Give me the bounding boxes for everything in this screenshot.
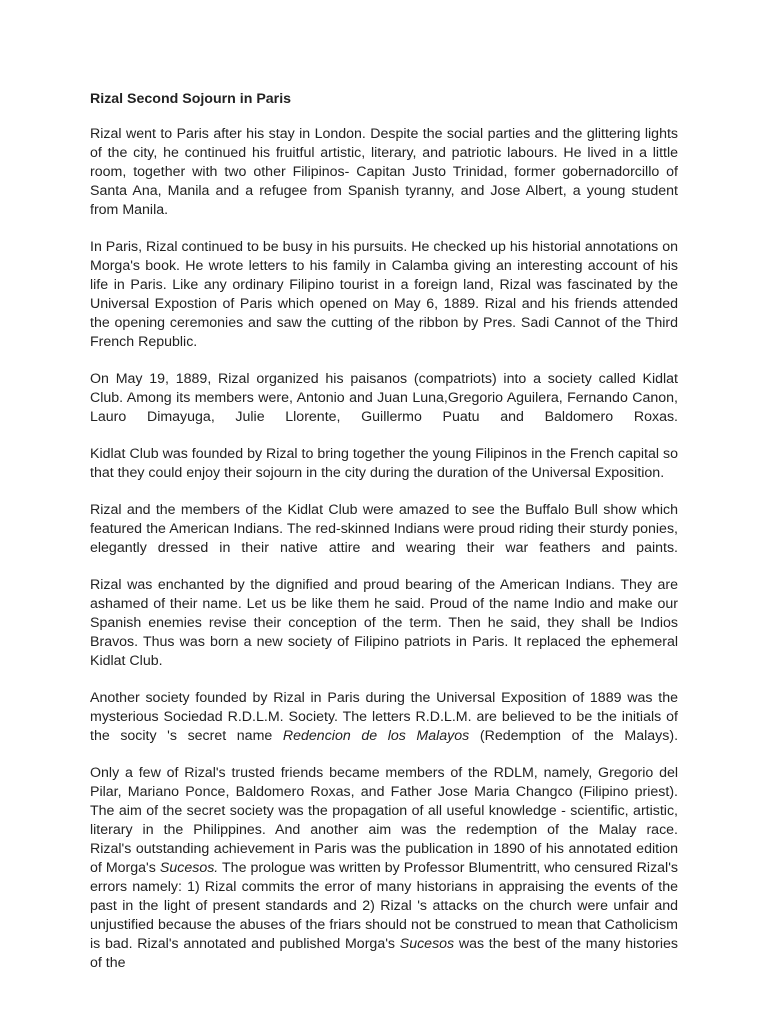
document-title: Rizal Second Sojourn in Paris bbox=[90, 91, 292, 107]
paragraph-4: Kidlat Club was founded by Rizal to bring together the young Filipinos in the French capital so that they could enjoy their sojourn in the city during the duration of the Universal Exposition. bbox=[90, 446, 678, 481]
paragraph-5: Rizal and the members of the Kidlat Club were amazed to see the Buffalo Bull show which featured the American Indians. The red-skinned Indians were proud riding their sturdy ponies, elegantly dressed in their native attire and wearing their war feathers and paints. bbox=[90, 502, 678, 556]
document-page bbox=[90, 90, 678, 973]
paragraph-9-text-b: The prologue was written by Professor Blumentritt, who censured Rizal's errors namely: 1) Rizal commits the error of many historians in appraising the events of the past in the light of present standards and 2) Rizal 's attacks on the church were unfair and unjustified because the abuses of the friars should not be construed to mean that Catholicism is bad. Rizal's annotated and published Morga's bbox=[90, 860, 679, 952]
paragraph-9 bbox=[90, 840, 678, 973]
paragraph-9-text-a: Rizal's outstanding achievement in Paris was the publication in 1890 of his annotated edition of Morga's bbox=[90, 841, 678, 876]
paragraph-9-italic-1: Sucesos. bbox=[159, 860, 219, 876]
paragraph-7-text-a: Another society founded by Rizal in Paris during the Universal Exposition of 1889 was the mysterious Sociedad R.D.L.M. Society. The letters R.D.L.M. are believed to be the initials of the socity 's secret name bbox=[90, 690, 678, 744]
paragraph-1: Rizal went to Paris after his stay in London. Despite the social parties and the glittering lights of the city, he continued his fruitful artistic, literary, and patriotic labours. He lived in a little room, together with two other Filipinos- Capitan Justo Trinidad, former gobernadorcillo of Santa Ana, Manila and a refugee from Spanish tyranny, and Jose Albert, a young student from Manila. bbox=[90, 126, 678, 218]
paragraph-7-italic: Redencion de los Malayos bbox=[282, 728, 470, 744]
paragraph-7 bbox=[90, 689, 678, 746]
paragraph-7-text-b: (Redemption of the Malays). bbox=[469, 728, 679, 744]
paragraph-9-italic-2: Sucesos bbox=[399, 936, 455, 952]
paragraph-2: In Paris, Rizal continued to be busy in his pursuits. He checked up his historial annotations on Morga's book. He wrote letters to his family in Calamba giving an interesting account of his life in Paris. Like any ordinary Filipino tourist in a foreign land, Rizal was fascinated by the Universal Expostion of Paris which opened on May 6, 1889. Rizal and his friends attended the opening ceremonies and saw the cutting of the ribbon by Pres. Sadi Cannot of the Third French Republic. bbox=[90, 239, 678, 350]
paragraph-9-text-c: was the best of the many histories of the bbox=[90, 936, 678, 971]
paragraph-3: On May 19, 1889, Rizal organized his paisanos (compatriots) into a society called Kidlat Club. Among its members were, Antonio and Juan Luna,Gregorio Aguilera, Fernando Canon, Lauro Dimayuga, Julie Llorente, Guillermo Puatu and Baldomero Roxas. bbox=[90, 371, 678, 425]
paragraph-8: Only a few of Rizal's trusted friends became members of the RDLM, namely, Gregorio del Pilar, Mariano Ponce, Baldomero Roxas, and Father Jose Maria Changco (Filipino priest). The aim of the secret society was the propagation of all useful knowledge - scientific, artistic, literary in the Philippines. And another aim was the redemption of the Malay race. bbox=[90, 765, 678, 838]
paragraph-6: Rizal was enchanted by the dignified and proud bearing of the American Indians. They are ashamed of their name. Let us be like them he said. Proud of the name Indio and make our Spanish enemies revise their conception of the term. Then he said, they shall be Indios Bravos. Thus was born a new society of Filipino patriots in Paris. It replaced the ephemeral Kidlat Club. bbox=[90, 577, 678, 669]
